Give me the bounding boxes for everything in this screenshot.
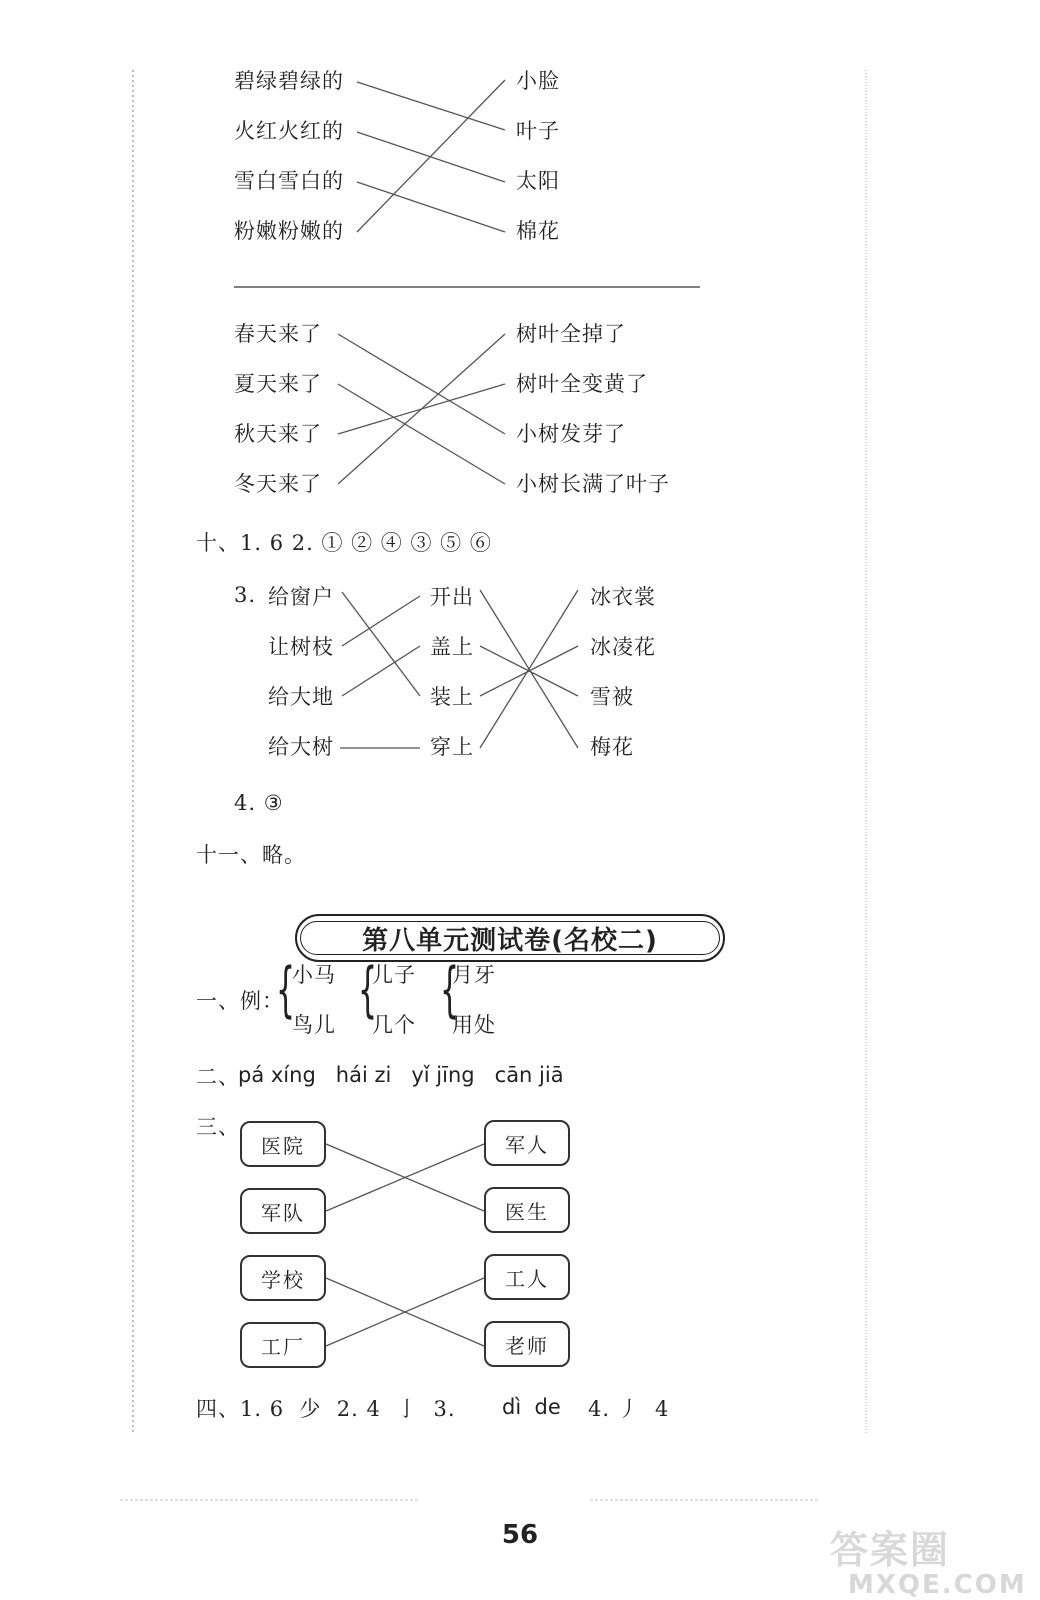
s3-left-box-2: 军队 (240, 1188, 326, 1234)
s2-pinyin: pá xíng hái zi yǐ jīng cān jiā (238, 1063, 564, 1087)
q10-4: 4. ③ (234, 791, 284, 815)
match2-left-3: 秋天来了 (234, 422, 322, 446)
q10-col1-1: 给窗户 (268, 585, 334, 609)
link-line (357, 132, 505, 182)
match2-right-3: 小树发芽了 (516, 422, 626, 446)
q10-col1-2: 让树枝 (268, 635, 334, 659)
match1-left-2: 火红火红的 (234, 119, 344, 143)
link-line (357, 80, 505, 232)
s3-right-box-3: 工人 (484, 1254, 570, 1300)
q10-line1: 十、1. 6 2. ① ② ④ ③ ⑤ ⑥ (196, 531, 492, 555)
s1-g3-top: 月牙 (452, 963, 496, 987)
link-line (338, 384, 505, 484)
link-line (338, 334, 505, 434)
q10-3-label: 3. (234, 583, 257, 607)
match2-right-2: 树叶全变黄了 (516, 372, 648, 396)
match2-left-2: 夏天来了 (234, 372, 322, 396)
s3-right-box-2: 医生 (484, 1187, 570, 1233)
page-number: 56 (501, 1520, 539, 1550)
q10-col2-1: 开出 (430, 585, 474, 609)
link-line (338, 334, 505, 484)
q10-col2-2: 盖上 (430, 635, 474, 659)
q10-col1-4: 给大树 (268, 735, 334, 759)
match1-left-1: 碧绿碧绿的 (234, 69, 344, 93)
s3-label: 三、 (196, 1115, 240, 1139)
match1-right-2: 叶子 (516, 119, 560, 143)
s1-label: 一、例： (196, 989, 284, 1013)
s1-g1-top: 小马 (292, 963, 336, 987)
s3-right-box-4: 老师 (484, 1321, 570, 1367)
watermark-logo: 答案圈 (830, 1528, 951, 1572)
s3-left-box-3: 学校 (240, 1255, 326, 1301)
brace-icon: { (440, 955, 460, 1025)
q10-col3-2: 冰凌花 (590, 635, 656, 659)
link-line (342, 646, 420, 696)
match2-right-4: 小树长满了叶子 (516, 472, 670, 496)
s1-g3-bottom: 用处 (452, 1013, 496, 1037)
q10-col3-4: 梅花 (590, 735, 634, 759)
s3-right-box-1: 军人 (484, 1120, 570, 1166)
match1-right-4: 棉花 (516, 219, 560, 243)
match1-left-4: 粉嫩粉嫩的 (234, 219, 344, 243)
s1-g1-bottom: 鸟儿 (292, 1013, 336, 1037)
s1-g2-top: 儿子 (372, 963, 416, 987)
q10-col2-3: 装上 (430, 685, 474, 709)
brace-icon: { (358, 955, 378, 1025)
q10-col1-3: 给大地 (268, 685, 334, 709)
q10-col2-4: 穿上 (430, 735, 474, 759)
match1-left-3: 雪白雪白的 (234, 169, 344, 193)
q10-col3-1: 冰衣裳 (590, 585, 656, 609)
match1-right-3: 太阳 (516, 169, 560, 193)
match1-right-1: 小脸 (516, 69, 560, 93)
s4-part-b: dì de (502, 1395, 561, 1419)
q11: 十一、略。 (196, 843, 306, 867)
s4-part-a: 四、1. 6 少 2. 4 亅 3. (196, 1397, 456, 1421)
s3-left-box-4: 工厂 (240, 1322, 326, 1368)
s2-label: 二、 (196, 1065, 240, 1089)
link-line (342, 596, 420, 646)
s3-left-box-1: 医院 (240, 1121, 326, 1167)
match2-left-4: 冬天来了 (234, 472, 322, 496)
watermark-url: MXQE.COM (848, 1570, 1027, 1600)
brace-icon: { (276, 955, 296, 1025)
link-line (357, 82, 505, 130)
s4-part-c: 4. 丿 4 (588, 1397, 670, 1421)
q10-col3-3: 雪被 (590, 685, 634, 709)
section-title: 第八单元测试卷(名校二) (362, 925, 658, 956)
match2-left-1: 春天来了 (234, 322, 322, 346)
link-line (357, 182, 505, 232)
s1-g2-bottom: 几个 (372, 1013, 416, 1037)
match2-right-1: 树叶全掉了 (516, 322, 626, 346)
link-line (342, 592, 420, 696)
